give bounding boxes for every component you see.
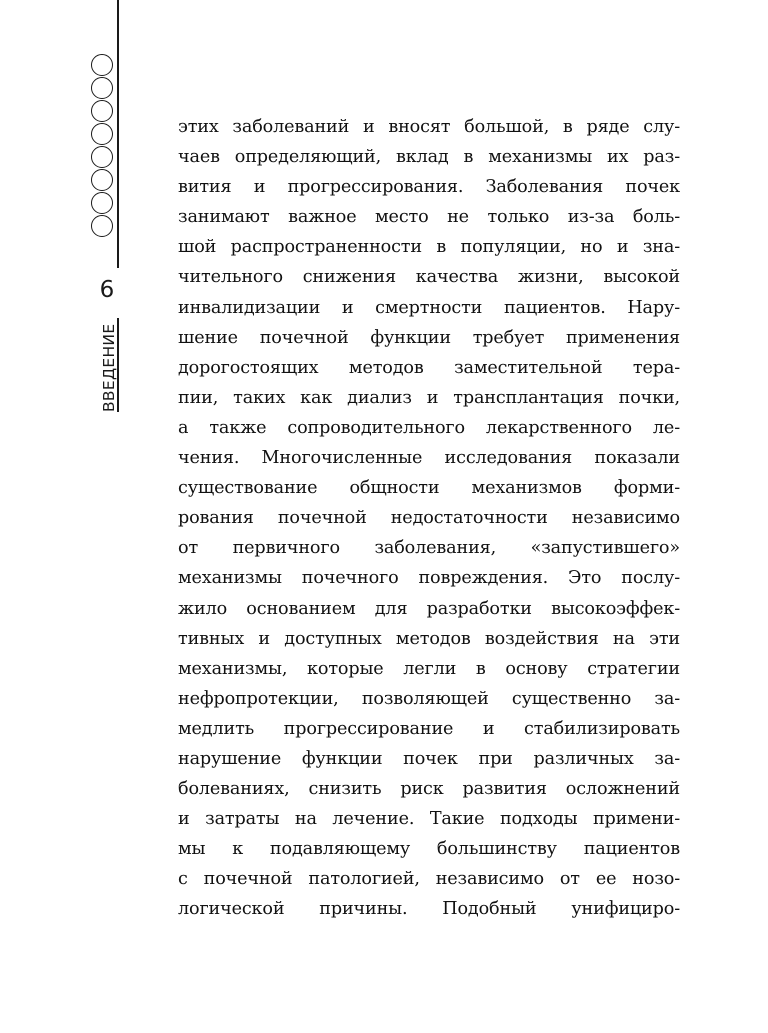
text-line: мы к подавляющему большинству пациентов bbox=[178, 839, 680, 860]
circle-ornament bbox=[91, 123, 113, 145]
text-line: чительного снижения качества жизни, высокой bbox=[178, 267, 680, 288]
circle-ornament bbox=[91, 192, 113, 214]
text-line: рования почечной недостаточности независимо bbox=[178, 508, 680, 529]
circle-ornament bbox=[91, 146, 113, 168]
decorative-circles bbox=[91, 54, 117, 238]
text-line: медлить прогрессирование и стабилизировать bbox=[178, 718, 680, 739]
text-line: шение почечной функции требует применения bbox=[178, 327, 680, 348]
text-line: занимают важное место не только из-за боль- bbox=[178, 207, 680, 228]
circle-ornament bbox=[91, 100, 113, 122]
text-line: существование общности механизмов форми- bbox=[178, 478, 680, 499]
text-line: вития и прогрессирования. Заболевания почек bbox=[178, 177, 680, 198]
text-line: тивных и доступных методов воздействия на эти bbox=[178, 628, 680, 649]
text-line: жило основанием для разработки высокоэффек- bbox=[178, 598, 680, 619]
page-number: 6 bbox=[99, 277, 115, 303]
text-line: этих заболеваний и вносят большой, в ряде слу- bbox=[178, 117, 680, 137]
circle-ornament bbox=[91, 77, 113, 99]
circle-ornament bbox=[91, 54, 113, 76]
text-line: нарушение функции почек при различных за- bbox=[178, 748, 680, 769]
text-line: шой распространенности в популяции, но и зна- bbox=[178, 237, 680, 258]
text-line: пии, таких как диализ и трансплантация почки, bbox=[178, 387, 680, 408]
margin-rule-top bbox=[117, 0, 119, 268]
circle-ornament bbox=[91, 169, 113, 191]
text-line: а также сопроводительного лекарственного ле- bbox=[178, 417, 680, 438]
text-line: с почечной патологией, независимо от ее нозо- bbox=[178, 869, 680, 890]
text-line: болеваниях, снизить риск развития осложнений bbox=[178, 779, 680, 800]
text-line: инвалидизации и смертности пациентов. Нару- bbox=[178, 297, 680, 318]
text-line: и затраты на лечение. Такие подходы примени- bbox=[178, 809, 680, 830]
text-line: чаев определяющий, вклад в механизмы их раз- bbox=[178, 147, 680, 168]
text-line: механизмы, которые легли в основу стратегии bbox=[178, 658, 680, 679]
text-line: от первичного заболевания, «запустившего» bbox=[178, 538, 680, 559]
body-text bbox=[178, 112, 680, 925]
text-line: чения. Многочисленные исследования показали bbox=[178, 448, 680, 469]
section-title: ВВЕДЕНИЕ bbox=[100, 323, 118, 412]
text-line: логической причины. Подобный унифициро- bbox=[178, 899, 680, 920]
text-line: дорогостоящих методов заместительной тера- bbox=[178, 357, 680, 378]
text-line: нефропротекции, позволяющей существенно за- bbox=[178, 688, 680, 709]
text-line: механизмы почечного повреждения. Это послу- bbox=[178, 568, 680, 589]
circle-ornament bbox=[91, 215, 113, 237]
